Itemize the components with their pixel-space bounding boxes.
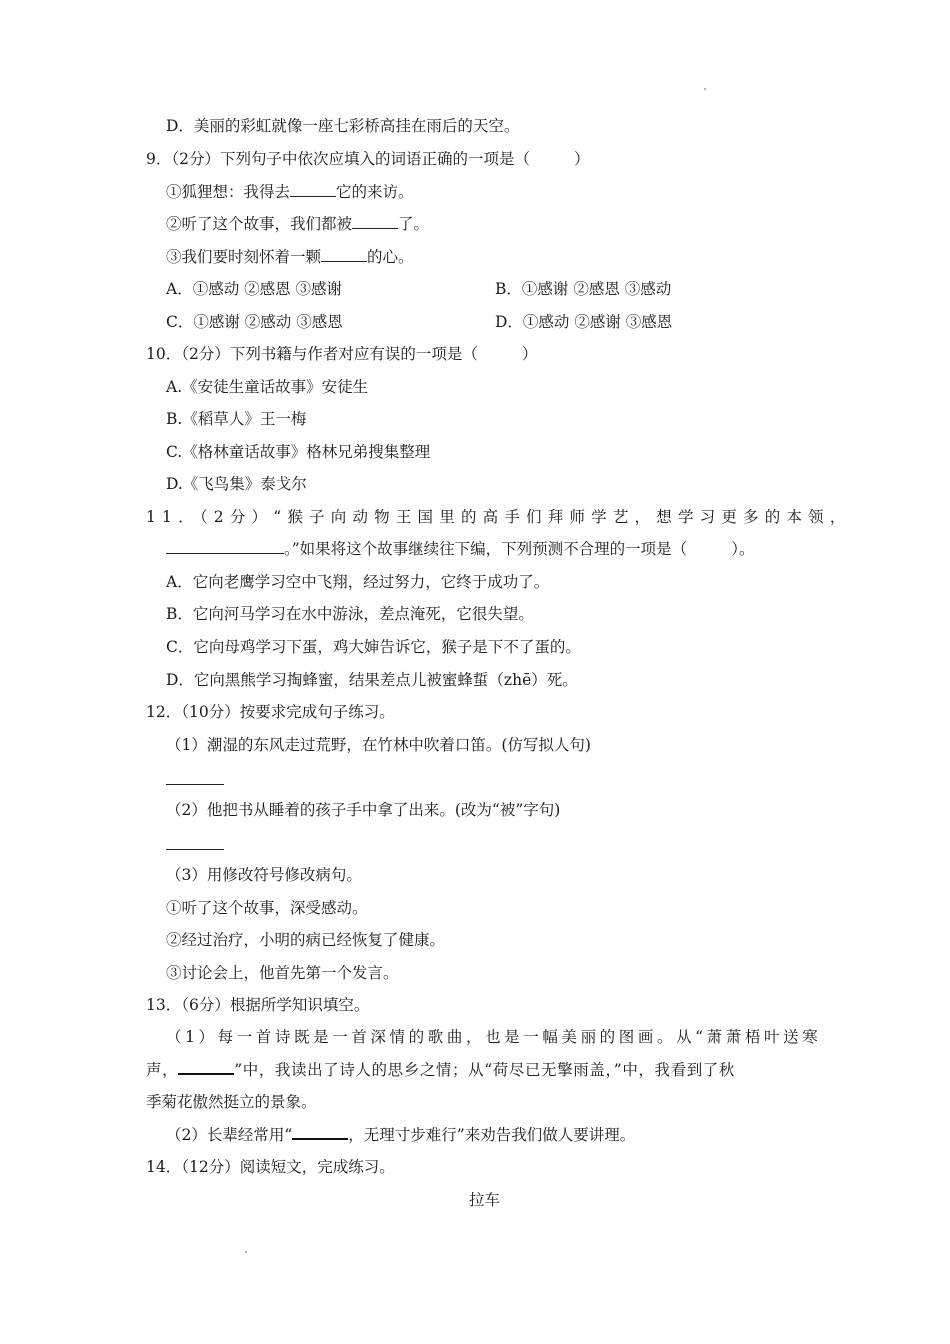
q9-sentence-1 [166, 181, 414, 203]
q9-option-c[interactable]: C．①感谢 ②感动 ③感恩 [166, 313, 343, 331]
q12-answer-line-2[interactable] [166, 849, 224, 850]
q9-blank-3[interactable] [321, 247, 367, 262]
q9-option-a[interactable]: A．①感动 ②感恩 ③感谢 [166, 280, 343, 298]
q11-stem-line2-text: 。”如果将这个故事继续往下编，下列预测不合理的一项是（ [284, 540, 688, 558]
q9-option-d[interactable]: D．①感动 ②感谢 ③感恩 [495, 313, 673, 331]
q8-option-d: D．美丽的彩虹就像一座七彩桥高挂在雨后的天空。 [166, 117, 520, 135]
q9-s1-before: ①狐狸想：我得去 [166, 183, 291, 201]
q12-part-2: （2）他把书从睡着的孩子手中拿了出来。(改为“被”字句) [166, 801, 561, 819]
q11-stem-line2 [166, 538, 754, 560]
q11-option-d[interactable]: D．它向黑熊学习掏蜂蜜，结果差点儿被蜜蜂蜇（zhē）死。 [166, 671, 578, 689]
q9-s3-after: 的心。 [367, 248, 414, 266]
q13-p2-after: ，无理寸步难行”来劝告我们做人要讲理。 [348, 1126, 636, 1144]
q13-p2-before: （2）长辈经常用“ [166, 1126, 293, 1144]
q11-option-a[interactable]: A．它向老鹰学习空中飞翔，经过努力，它终于成功了。 [166, 573, 550, 591]
q10-option-a[interactable]: A.《安徒生童话故事》安徒生 [166, 378, 369, 396]
q11-option-b[interactable]: B．它向河马学习在水中游泳，差点淹死，它很失望。 [166, 605, 534, 623]
q9-s3-before: ③我们要时刻怀着一颗 [166, 248, 322, 266]
q13-blank-1[interactable] [178, 1059, 234, 1075]
q12-part-3: （3）用修改符号修改病句。 [166, 866, 362, 884]
q9-stem-end: ） [573, 150, 590, 168]
q12-sentence-3: ③讨论会上，他首先第一个发言。 [166, 964, 399, 982]
q9-s2-after: 了。 [398, 215, 430, 233]
q9-blank-1[interactable] [290, 182, 336, 197]
q10-stem [146, 343, 537, 365]
q9-stem [146, 148, 590, 170]
q12-sentence-2: ②经过治疗，小明的病已经恢复了健康。 [166, 931, 446, 949]
q10-option-b[interactable]: B.《稻草人》王一梅 [166, 410, 307, 428]
q13-line2-rest: ”中，我读出了诗人的思乡之情；从“荷尽已无擎雨盖，”中，我看到了秋 [234, 1061, 736, 1079]
q9-option-b[interactable]: B．①感谢 ②感恩 ③感动 [495, 280, 672, 298]
q12-sentence-1: ①听了这个故事，深受感动。 [166, 899, 368, 917]
q9-stem-text: 9．（2分）下列句子中依次应填入的词语正确的一项是（ [146, 150, 530, 168]
q9-sentence-2 [166, 213, 429, 235]
scan-dot [704, 88, 706, 90]
q14-stem: 14．（12分）阅读短文，完成练习。 [146, 1158, 395, 1176]
q12-stem: 12．（10分）按要求完成句子练习。 [146, 703, 395, 721]
q13-blank-2[interactable] [292, 1124, 348, 1140]
q10-stem-text: 10．（2分）下列书籍与作者对应有误的一项是（ [146, 345, 478, 363]
q10-option-c[interactable]: C.《格林童话故事》格林兄弟搜集整理 [166, 443, 431, 461]
q11-option-c[interactable]: C．它向母鸡学习下蛋，鸡大婶告诉它，猴子是下不了蛋的。 [166, 638, 581, 656]
scan-dot-bottom [245, 1251, 247, 1253]
q9-blank-2[interactable] [352, 214, 398, 229]
q9-sentence-3 [166, 246, 414, 268]
q13-stem: 13．（6分）根据所学知识填空。 [146, 996, 370, 1014]
q9-s1-after: 它的来访。 [336, 183, 414, 201]
q13-line2-start: 声， [146, 1061, 179, 1079]
q13-part-2 [166, 1124, 635, 1146]
q13-part-1-line3: 季菊花傲然挺立的景象。 [146, 1093, 317, 1111]
q9-s2-before: ②听了这个故事，我们都被 [166, 215, 353, 233]
q11-blank[interactable] [166, 539, 284, 554]
q12-part-1: （1）潮湿的东风走过荒野，在竹林中吹着口笛。(仿写拟人句) [166, 736, 591, 754]
passage-title: 拉车 [469, 1191, 501, 1209]
q10-option-d[interactable]: D.《飞鸟集》泰戈尔 [166, 475, 307, 493]
q11-stem-line1: 11．（2分）“猴子向动物王国里的高手们拜师学艺，想学习更多的本领， [146, 508, 852, 526]
q11-stem-line2-end: ）。 [731, 540, 755, 558]
q10-stem-end: ） [521, 345, 538, 363]
q12-answer-line-1[interactable] [166, 784, 224, 785]
q13-part-1-line1: （1）每一首诗既是一首深情的歌曲，也是一幅美丽的图画。从“萧萧梧叶送寒 [166, 1028, 822, 1046]
q13-part-1-line2-wrap [146, 1059, 735, 1081]
